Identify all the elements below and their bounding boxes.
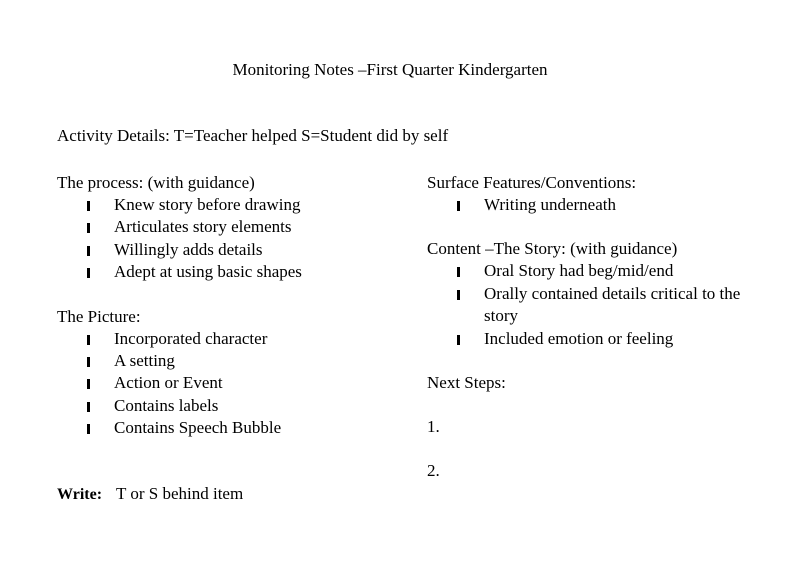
right-column	[427, 172, 744, 482]
surface-list	[427, 194, 744, 216]
picture-list	[57, 328, 302, 440]
bullet-icon	[87, 379, 90, 389]
list-item-text: Action or Event	[114, 373, 223, 393]
list-item	[57, 372, 302, 394]
bullet-icon	[87, 268, 90, 278]
list-item-text: Orally contained details critical to the story	[484, 283, 741, 326]
bullet-icon	[87, 201, 90, 211]
list-item-text: Oral Story had beg/mid/end	[484, 261, 674, 281]
list-item-text: Contains Speech Bubble	[114, 418, 282, 438]
process-list	[57, 194, 302, 284]
list-item	[57, 216, 302, 238]
list-item	[57, 417, 302, 439]
spacer	[427, 438, 744, 460]
activity-details: Activity Details: T=Teacher helped S=Student did by self	[57, 126, 449, 145]
next-step-2: 2.	[427, 460, 440, 480]
list-item	[57, 350, 302, 372]
bullet-icon	[87, 246, 90, 256]
list-item	[427, 260, 744, 282]
page-title: Monitoring Notes –First Quarter Kindergarten	[232, 60, 548, 79]
bullet-icon	[457, 267, 460, 277]
list-item-text: Contains labels	[114, 395, 219, 415]
list-item	[57, 328, 302, 350]
list-item	[57, 194, 302, 216]
list-item	[57, 395, 302, 417]
list-item	[57, 239, 302, 261]
list-item-text: Incorporated character	[114, 328, 268, 348]
list-item	[57, 261, 302, 283]
process-heading: The process: (with guidance)	[57, 173, 255, 192]
content-list	[427, 260, 744, 350]
write-instruction	[57, 484, 243, 504]
list-item-text: A setting	[114, 350, 175, 370]
bullet-icon	[87, 424, 90, 434]
picture-heading: The Picture:	[57, 306, 141, 326]
write-text: T or S behind item	[116, 484, 244, 503]
bullet-icon	[87, 402, 90, 412]
bullet-icon	[87, 223, 90, 233]
list-item	[427, 194, 744, 216]
list-item	[427, 283, 744, 328]
content-heading: Content –The Story: (with guidance)	[427, 239, 678, 259]
list-item-text: Writing underneath	[484, 195, 616, 214]
left-column	[57, 172, 302, 440]
list-item-text: Included emotion or feeling	[484, 328, 674, 348]
next-step-1: 1.	[427, 416, 440, 436]
bullet-icon	[457, 335, 460, 345]
spacer	[427, 216, 744, 238]
list-item-text: Articulates story elements	[114, 217, 292, 237]
list-item-text: Willingly adds details	[114, 239, 263, 259]
write-label: Write:	[57, 486, 103, 503]
list-item-text: Adept at using basic shapes	[114, 262, 302, 282]
bullet-icon	[457, 290, 460, 300]
spacer	[57, 284, 302, 306]
bullet-icon	[457, 201, 460, 211]
list-item-text: Knew story before drawing	[114, 195, 301, 214]
bullet-icon	[87, 335, 90, 345]
bullet-icon	[87, 357, 90, 367]
list-item	[427, 328, 744, 350]
next-steps-heading: Next Steps:	[427, 372, 506, 392]
spacer	[427, 394, 744, 416]
surface-heading: Surface Features/Conventions:	[427, 173, 637, 192]
spacer	[427, 350, 744, 372]
